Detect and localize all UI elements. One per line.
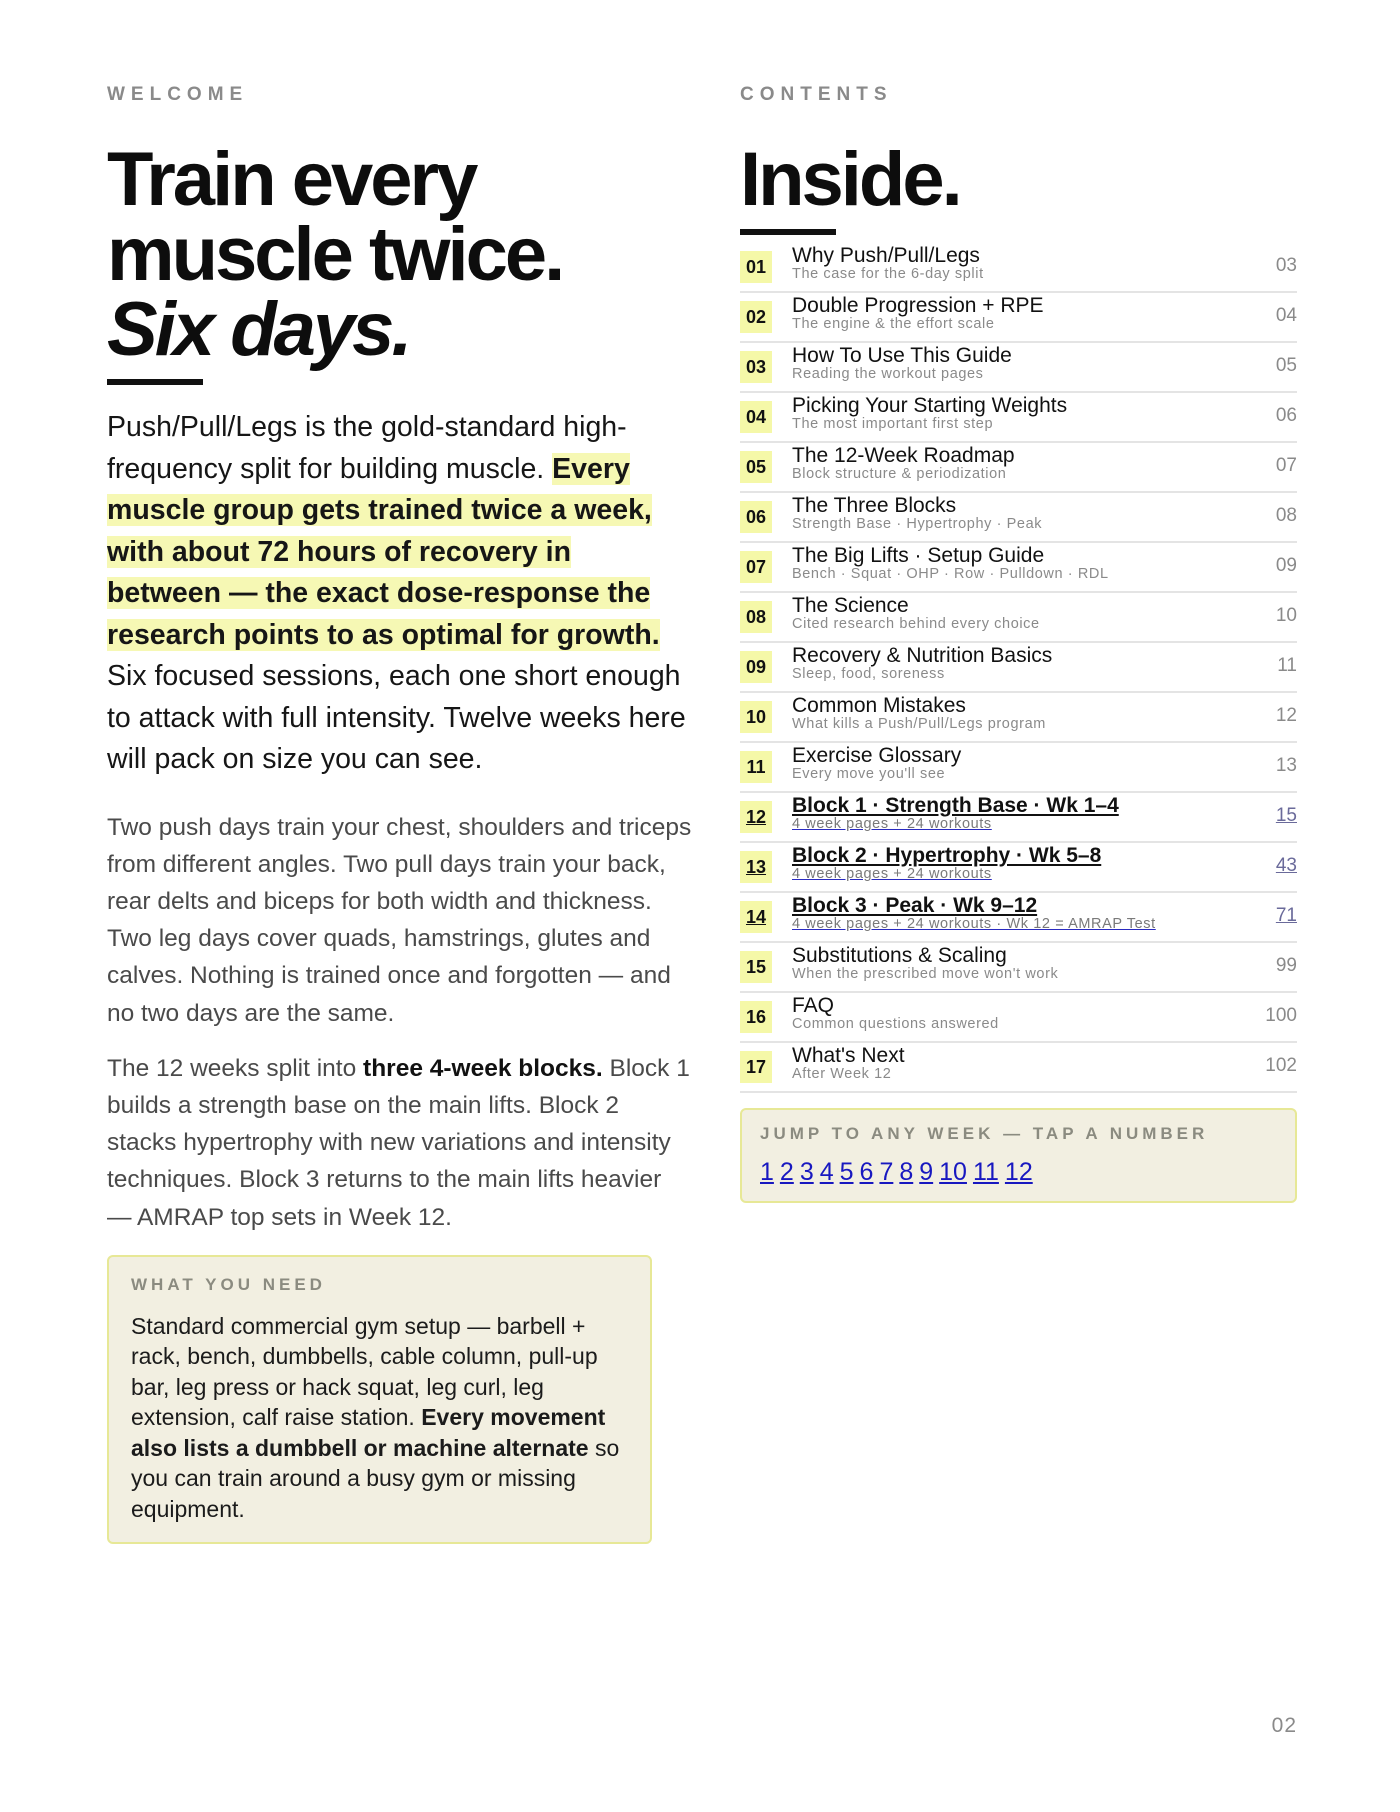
toc-item-number: 07 [740, 551, 772, 583]
need-box-text [131, 1311, 630, 1525]
toc-item-subtitle: The case for the 6-day split [792, 266, 984, 282]
toc-item [740, 695, 1297, 743]
toc-item-subtitle: Sleep, food, soreness [792, 666, 945, 682]
toc-item-page: 12 [1275, 705, 1297, 726]
toc-item-title: The 12-Week Roadmap [792, 444, 1015, 467]
contents-rule [740, 229, 836, 235]
toc-item-page: 06 [1275, 405, 1297, 426]
toc-item-subtitle: 4 week pages + 24 workouts [792, 816, 992, 832]
toc-item-page: 11 [1277, 655, 1297, 676]
toc-item-page: 13 [1275, 755, 1297, 776]
toc-item-page: 102 [1265, 1055, 1297, 1076]
toc-item-title: The Three Blocks [792, 494, 957, 517]
toc-item-title: Picking Your Starting Weights [792, 394, 1068, 417]
week-link[interactable]: 12 [1004, 1158, 1033, 1186]
toc-item-number: 05 [740, 451, 772, 483]
toc-item-subtitle: The most important first step [792, 416, 994, 432]
toc-item-number: 14 [740, 901, 772, 933]
week-link[interactable]: 11 [972, 1158, 999, 1186]
toc-item-number: 09 [740, 651, 772, 683]
week-link[interactable]: 9 [919, 1158, 934, 1186]
toc-item-title: Double Progression + RPE [792, 294, 1044, 317]
toc-item-title: FAQ [792, 994, 835, 1017]
need-text-end: so you can train around a busy gym or missing equipment. [131, 1434, 620, 1522]
toc-item-number: 15 [740, 951, 772, 983]
week-link[interactable]: 3 [799, 1158, 814, 1186]
need-text-bold: Every movement also lists a dumbbell or machine alternate [131, 1404, 606, 1461]
body-paragraph-1: Two push days train your chest, shoulders and triceps from different angles. Two pull days train your back, rear delts and biceps for both width and thickness. Two leg days cover quads, hamstrings, glutes and calves. Nothing is trained once and forgotten — and no two days are the same. [107, 813, 692, 1027]
jump-box-title: JUMP TO ANY WEEK — TAP A NUMBER [760, 1124, 1209, 1143]
week-link[interactable]: 4 [819, 1158, 834, 1186]
week-links [760, 1158, 1277, 1187]
toc-item [740, 495, 1297, 543]
toc-item-number: 02 [740, 301, 772, 333]
toc-item-title: Substitutions & Scaling [792, 944, 1007, 967]
toc-item-subtitle: Block structure & periodization [792, 466, 1007, 482]
toc-item-page: 09 [1275, 555, 1297, 576]
toc-item-title: Common Mistakes [792, 694, 966, 717]
toc-item-title: Exercise Glossary [792, 744, 962, 767]
toc-item [740, 245, 1297, 293]
week-link[interactable]: 7 [879, 1158, 894, 1186]
toc-item[interactable] [740, 895, 1297, 943]
toc-item-subtitle: Strength Base · Hypertrophy · Peak [792, 516, 1043, 532]
toc-item-page[interactable]: 43 [1275, 855, 1297, 876]
toc-item-subtitle: After Week 12 [792, 1066, 892, 1082]
table-of-contents [740, 245, 1297, 1093]
para2-start: The 12 weeks split into [107, 1054, 364, 1082]
lead-text-end: Six focused sessions, each one short enough to attack with full intensity. Twelve weeks here will pack on size you can see. [107, 660, 686, 775]
week-link[interactable]: 2 [779, 1158, 794, 1186]
toc-item-number: 08 [740, 601, 772, 633]
what-you-need-box [107, 1255, 652, 1545]
toc-item-number: 03 [740, 351, 772, 383]
need-box-title: WHAT YOU NEED [131, 1274, 326, 1294]
toc-item-page[interactable]: 15 [1275, 805, 1297, 826]
contents-kicker: CONTENTS [740, 84, 893, 105]
toc-item[interactable] [740, 795, 1297, 843]
toc-item-number: 10 [740, 701, 772, 733]
toc-item-subtitle: Reading the workout pages [792, 366, 984, 382]
week-link[interactable]: 6 [859, 1158, 874, 1186]
toc-item-subtitle: When the prescribed move won't work [792, 966, 1059, 982]
week-link[interactable]: 5 [839, 1158, 854, 1186]
para2-bold: three 4-week blocks. [363, 1054, 603, 1082]
toc-item-page: 05 [1275, 355, 1297, 376]
toc-item-subtitle: Bench · Squat · OHP · Row · Pulldown · RDL [792, 566, 1109, 582]
toc-item [740, 395, 1297, 443]
toc-item-page: 03 [1275, 255, 1297, 276]
toc-item [740, 995, 1297, 1043]
hero-line-2: muscle twice. [107, 212, 563, 297]
toc-item-number: 01 [740, 251, 772, 283]
week-link[interactable]: 10 [939, 1158, 967, 1186]
toc-item-subtitle: 4 week pages + 24 workouts · Wk 12 = AMRAP Test [792, 916, 1156, 932]
toc-item-subtitle: Common questions answered [792, 1016, 999, 1032]
contents-title: Inside. [740, 137, 960, 222]
toc-item-title[interactable]: Block 1 · Strength Base · Wk 1–4 [792, 794, 1119, 817]
toc-item-number: 16 [740, 1001, 772, 1033]
toc-item[interactable] [740, 845, 1297, 893]
toc-item-subtitle: The engine & the effort scale [792, 316, 995, 332]
welcome-column [107, 84, 692, 1544]
toc-item-subtitle: Cited research behind every choice [792, 616, 1040, 632]
toc-item-subtitle: What kills a Push/Pull/Legs program [792, 716, 1046, 732]
toc-item-subtitle: Every move you'll see [792, 766, 946, 782]
toc-item [740, 645, 1297, 693]
toc-item-number: 17 [740, 1051, 772, 1083]
toc-item [740, 295, 1297, 343]
contents-column [740, 84, 1297, 1203]
toc-item-title: Why Push/Pull/Legs [792, 244, 980, 267]
week-link[interactable]: 8 [899, 1158, 914, 1186]
welcome-kicker: WELCOME [107, 84, 249, 105]
lead-text-start: Push/Pull/Legs is the gold-standard high-frequency split for building muscle. [107, 411, 627, 485]
toc-item-number: 13 [740, 851, 772, 883]
toc-item [740, 745, 1297, 793]
toc-item-subtitle: 4 week pages + 24 workouts [792, 866, 992, 882]
body-paragraph-2 [107, 1050, 692, 1236]
para2-end: Block 1 builds a strength base on the main lifts. Block 2 stacks hypertrophy with new variations and intensity techniques. Block 3 returns to the main lifts heavier — AMRAP top sets in Week 12. [107, 1054, 690, 1231]
lead-highlight: Every muscle group gets trained twice a week, with about 72 hours of recovery in between — the exact dose-response the research points to as optimal for growth. [107, 452, 660, 651]
toc-item-page[interactable]: 71 [1275, 905, 1297, 926]
toc-item-number: 04 [740, 401, 772, 433]
toc-item [740, 1045, 1297, 1093]
toc-item-title: The Science [792, 594, 909, 617]
toc-item-page: 08 [1275, 505, 1297, 526]
hero-line-1: Train every [107, 137, 476, 222]
toc-item [740, 945, 1297, 993]
toc-item [740, 595, 1297, 643]
toc-item-number: 06 [740, 501, 772, 533]
toc-item-page: 04 [1275, 305, 1297, 326]
toc-item-title: Recovery & Nutrition Basics [792, 644, 1053, 667]
toc-item [740, 545, 1297, 593]
toc-item-page: 10 [1275, 605, 1297, 626]
toc-item-title: How To Use This Guide [792, 344, 1012, 367]
title-rule [107, 379, 203, 385]
toc-item-title[interactable]: Block 2 · Hypertrophy · Wk 5–8 [792, 844, 1102, 867]
toc-item [740, 445, 1297, 493]
hero-line-3: Six days. [107, 287, 410, 372]
page-number: 02 [1271, 1714, 1297, 1737]
toc-item-title[interactable]: Block 3 · Peak · Wk 9–12 [792, 894, 1038, 917]
toc-item-number: 12 [740, 801, 772, 833]
hero-title [107, 137, 692, 372]
toc-item-title: The Big Lifts · Setup Guide [792, 544, 1045, 567]
lead-paragraph [107, 407, 692, 781]
toc-item-page: 07 [1275, 455, 1297, 476]
jump-to-week-box [740, 1108, 1297, 1203]
toc-item-number: 11 [740, 751, 772, 783]
toc-item [740, 345, 1297, 393]
toc-item-page: 100 [1265, 1005, 1297, 1026]
week-link[interactable]: 1 [760, 1158, 774, 1186]
need-text-start: Standard commercial gym setup — barbell + rack, bench, dumbbells, cable column, pull-up bar, leg press or hack squat, leg curl, leg extension, calf raise station. [131, 1312, 598, 1431]
toc-item-title: What's Next [792, 1044, 905, 1067]
toc-item-page: 99 [1275, 955, 1297, 976]
